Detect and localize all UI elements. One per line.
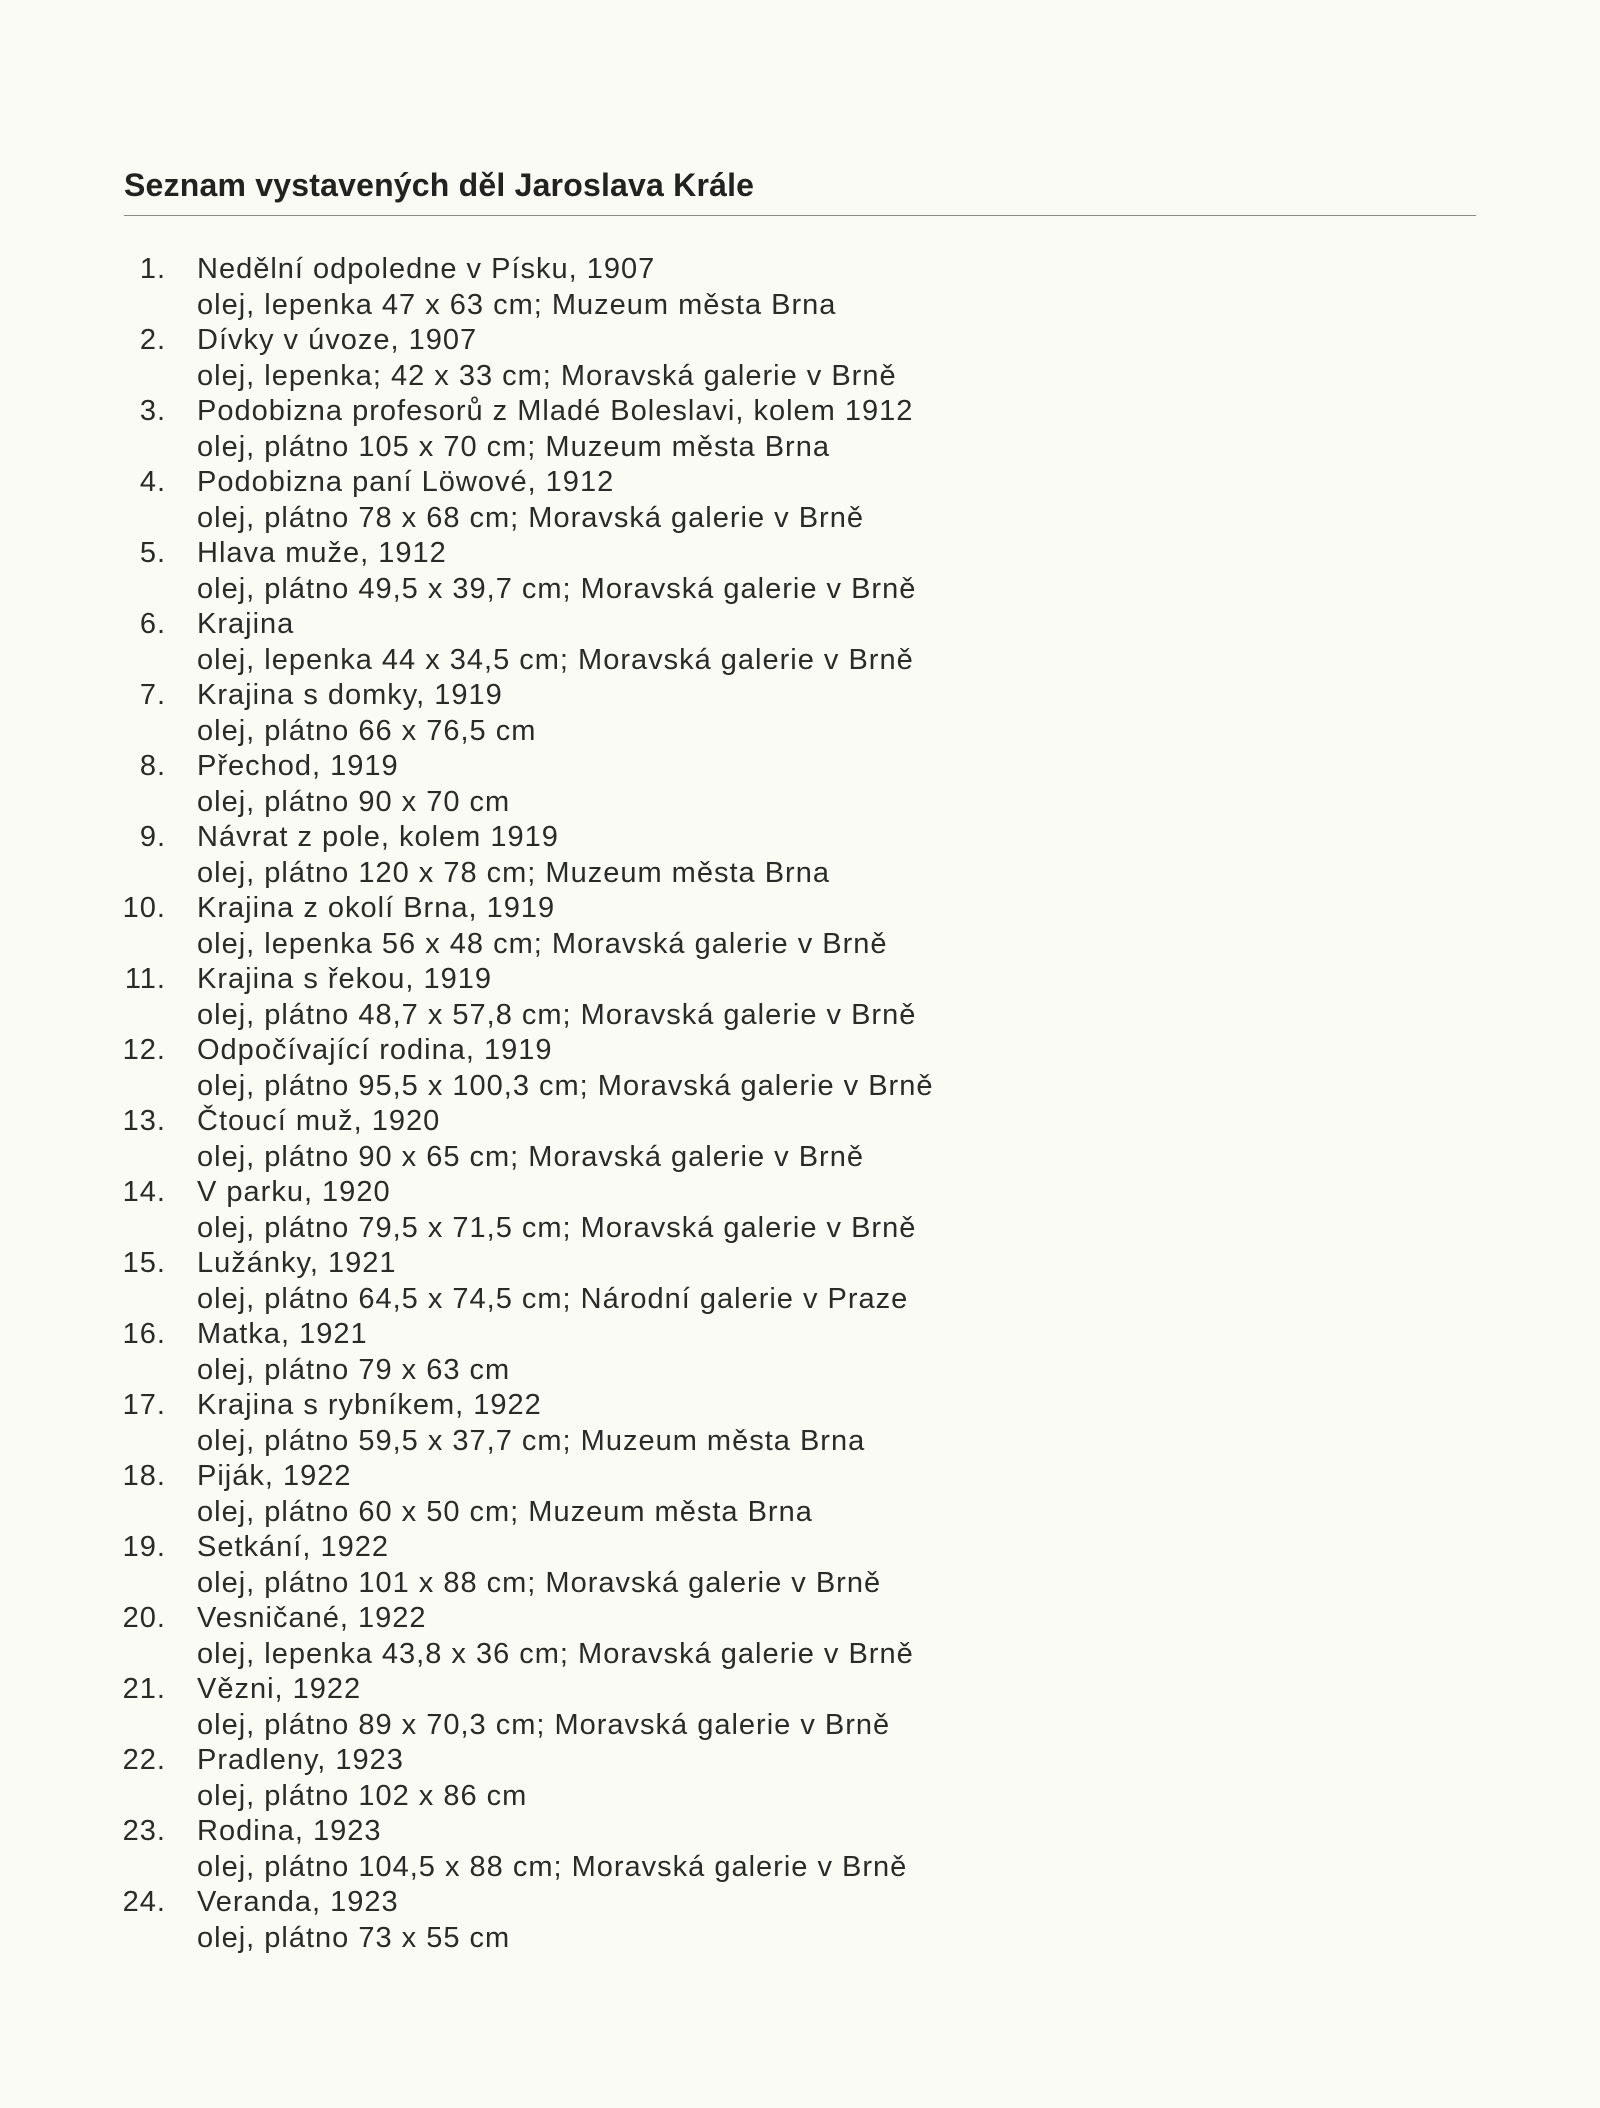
work-number: 10. xyxy=(122,892,166,924)
work-number: 18. xyxy=(122,1460,166,1492)
work-number: 22. xyxy=(122,1744,166,1776)
work-details: olej, plátno 60 x 50 cm; Muzeum města Brna xyxy=(197,1495,813,1528)
work-title: Vesničané, 1922 xyxy=(197,1602,427,1634)
list-item xyxy=(0,1530,1600,1601)
work-title: Návrat z pole, kolem 1919 xyxy=(197,821,559,853)
work-number: 8. xyxy=(139,750,166,782)
work-details: olej, plátno 79 x 63 cm xyxy=(197,1353,511,1386)
work-title: Lužánky, 1921 xyxy=(197,1247,397,1279)
work-number: 11. xyxy=(124,963,166,995)
work-details: olej, plátno 105 x 70 cm; Muzeum města Brna xyxy=(197,430,830,463)
list-item xyxy=(0,394,1600,465)
list-item xyxy=(0,749,1600,820)
list-item xyxy=(0,1814,1600,1885)
work-number: 16. xyxy=(122,1318,166,1350)
list-item xyxy=(0,1388,1600,1459)
page-title: Seznam vystavených děl Jaroslava Krále xyxy=(124,167,755,204)
list-item xyxy=(0,323,1600,394)
list-item xyxy=(0,1672,1600,1743)
work-number: 23. xyxy=(122,1815,166,1847)
work-title: Veranda, 1923 xyxy=(197,1886,399,1918)
work-details: olej, plátno 64,5 x 74,5 cm; Národní galerie v Praze xyxy=(197,1282,909,1315)
list-item xyxy=(0,1033,1600,1104)
work-details: olej, lepenka; 42 x 33 cm; Moravská galerie v Brně xyxy=(197,359,897,392)
work-details: olej, plátno 48,7 x 57,8 cm; Moravská galerie v Brně xyxy=(197,998,917,1031)
list-item xyxy=(0,252,1600,323)
work-details: olej, lepenka 44 x 34,5 cm; Moravská galerie v Brně xyxy=(197,643,914,676)
work-details: olej, plátno 49,5 x 39,7 cm; Moravská galerie v Brně xyxy=(197,572,917,605)
work-details: olej, plátno 104,5 x 88 cm; Moravská galerie v Brně xyxy=(197,1850,908,1883)
work-number: 6. xyxy=(139,608,166,640)
list-item xyxy=(0,607,1600,678)
work-number: 12. xyxy=(122,1034,166,1066)
work-title: Matka, 1921 xyxy=(197,1318,368,1350)
work-title: Piják, 1922 xyxy=(197,1460,352,1492)
work-title: V parku, 1920 xyxy=(197,1176,391,1208)
list-item xyxy=(0,1459,1600,1530)
list-item xyxy=(0,1743,1600,1814)
list-item xyxy=(0,1175,1600,1246)
work-details: olej, plátno 102 x 86 cm xyxy=(197,1779,528,1812)
work-number: 19. xyxy=(122,1531,166,1563)
list-item xyxy=(0,536,1600,607)
work-number: 24. xyxy=(122,1886,166,1918)
work-details: olej, plátno 78 x 68 cm; Moravská galerie v Brně xyxy=(197,501,864,534)
work-title: Vězni, 1922 xyxy=(197,1673,362,1705)
work-details: olej, plátno 79,5 x 71,5 cm; Moravská galerie v Brně xyxy=(197,1211,917,1244)
work-title: Dívky v úvoze, 1907 xyxy=(197,324,478,356)
list-item xyxy=(0,678,1600,749)
title-divider xyxy=(124,215,1476,216)
work-number: 5. xyxy=(139,537,166,569)
work-details: olej, plátno 90 x 70 cm xyxy=(197,785,511,818)
list-item xyxy=(0,891,1600,962)
list-item xyxy=(0,962,1600,1033)
work-number: 20. xyxy=(122,1602,166,1634)
work-number: 21. xyxy=(122,1673,166,1705)
work-details: olej, plátno 73 x 55 cm xyxy=(197,1921,511,1954)
work-details: olej, plátno 90 x 65 cm; Moravská galerie v Brně xyxy=(197,1140,864,1173)
work-title: Krajina xyxy=(197,608,295,640)
work-number: 13. xyxy=(122,1105,166,1137)
work-title: Setkání, 1922 xyxy=(197,1531,389,1563)
work-title: Přechod, 1919 xyxy=(197,750,399,782)
list-item xyxy=(0,1317,1600,1388)
work-title: Krajina s řekou, 1919 xyxy=(197,963,493,995)
list-item xyxy=(0,1246,1600,1317)
work-details: olej, plátno 89 x 70,3 cm; Moravská galerie v Brně xyxy=(197,1708,891,1741)
work-number: 1. xyxy=(139,253,166,285)
work-number: 7. xyxy=(139,679,166,711)
work-number: 17. xyxy=(122,1389,166,1421)
works-list xyxy=(0,252,1600,1956)
work-details: olej, plátno 101 x 88 cm; Moravská galerie v Brně xyxy=(197,1566,882,1599)
work-number: 2. xyxy=(139,324,166,356)
work-details: olej, plátno 59,5 x 37,7 cm; Muzeum města Brna xyxy=(197,1424,866,1457)
work-number: 3. xyxy=(139,395,166,427)
list-item xyxy=(0,820,1600,891)
work-title: Krajina s rybníkem, 1922 xyxy=(197,1389,542,1421)
work-title: Krajina s domky, 1919 xyxy=(197,679,503,711)
work-title: Krajina z okolí Brna, 1919 xyxy=(197,892,556,924)
work-details: olej, lepenka 47 x 63 cm; Muzeum města Brna xyxy=(197,288,837,321)
work-details: olej, plátno 66 x 76,5 cm xyxy=(197,714,537,747)
work-title: Podobizna profesorů z Mladé Boleslavi, kolem 1912 xyxy=(197,395,914,427)
list-item xyxy=(0,465,1600,536)
work-title: Podobizna paní Löwové, 1912 xyxy=(197,466,615,498)
work-details: olej, plátno 120 x 78 cm; Muzeum města Brna xyxy=(197,856,830,889)
work-title: Hlava muže, 1912 xyxy=(197,537,447,569)
work-details: olej, plátno 95,5 x 100,3 cm; Moravská galerie v Brně xyxy=(197,1069,934,1102)
work-title: Čtoucí muž, 1920 xyxy=(197,1105,441,1137)
work-number: 15. xyxy=(122,1247,166,1279)
work-title: Odpočívající rodina, 1919 xyxy=(197,1034,553,1066)
work-title: Nedělní odpoledne v Písku, 1907 xyxy=(197,253,656,285)
work-title: Rodina, 1923 xyxy=(197,1815,382,1847)
list-item xyxy=(0,1104,1600,1175)
work-details: olej, lepenka 56 x 48 cm; Moravská galerie v Brně xyxy=(197,927,888,960)
work-title: Pradleny, 1923 xyxy=(197,1744,404,1776)
work-number: 14. xyxy=(122,1176,166,1208)
work-number: 9. xyxy=(139,821,166,853)
list-item xyxy=(0,1885,1600,1956)
list-item xyxy=(0,1601,1600,1672)
work-details: olej, lepenka 43,8 x 36 cm; Moravská galerie v Brně xyxy=(197,1637,914,1670)
work-number: 4. xyxy=(139,466,166,498)
